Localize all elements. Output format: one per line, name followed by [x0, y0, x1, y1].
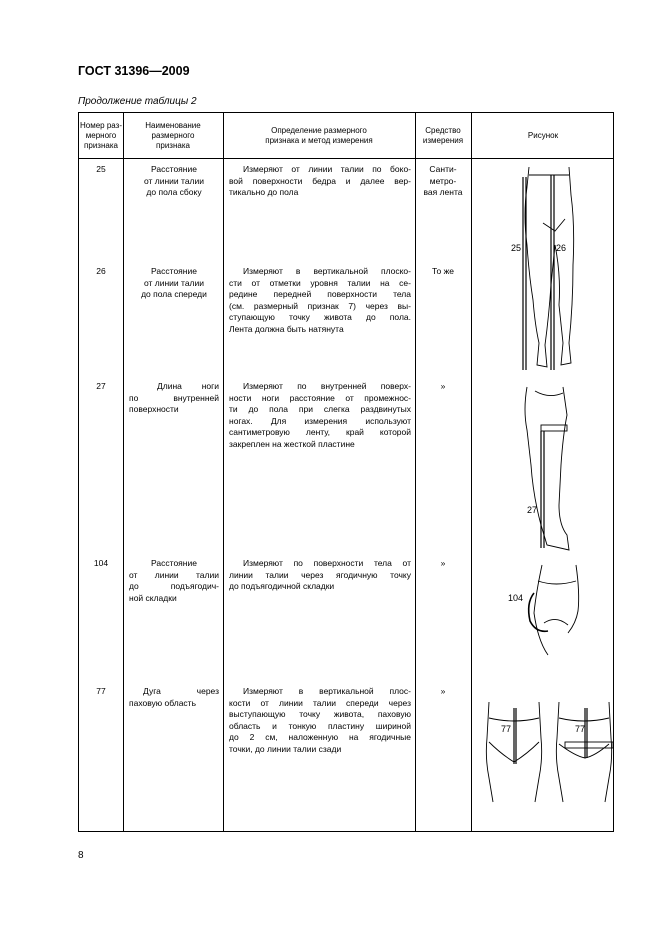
- definition-line: Измеряют по поверхности тела от: [243, 558, 411, 568]
- column-divider: [223, 113, 224, 831]
- header-text: Определение размерного: [271, 125, 367, 135]
- definition-line: ногах. Для измерения используют: [229, 415, 411, 426]
- header-text: признака: [84, 140, 118, 150]
- row-name: [129, 266, 219, 301]
- row-tool: [415, 164, 471, 199]
- header-text: Наименование: [145, 120, 201, 130]
- header-text: измерения: [422, 135, 464, 145]
- definition-line: сантиметровую ленту, край которой: [229, 427, 411, 437]
- row-definition: [229, 381, 411, 450]
- figure-hips: [504, 563, 584, 663]
- definition-line: до 2 см, наложенную на ягодичные: [229, 732, 411, 742]
- document-title: ГОСТ 31396—2009: [78, 64, 190, 78]
- measurements-table: [78, 112, 614, 832]
- row-number: 27: [96, 381, 106, 391]
- row-name: [129, 381, 219, 416]
- tool-line: То же: [431, 266, 455, 276]
- row-number: 104: [93, 558, 109, 568]
- tool-line: метро-: [429, 175, 457, 186]
- name-line: по внутренней: [129, 392, 219, 403]
- figure-leg-inner: [519, 385, 579, 555]
- row-name: [129, 164, 219, 199]
- column-divider: [123, 113, 124, 831]
- row-number: 25: [96, 164, 106, 174]
- page-number: 8: [78, 850, 84, 861]
- definition-line: Измеряют в вертикальной плос-: [243, 686, 411, 696]
- name-line: Расстояние: [151, 558, 197, 568]
- header-text: Средство: [425, 125, 461, 135]
- definition-line: область и тонкую пластину шириной: [229, 720, 411, 731]
- name-line: Расстояние: [151, 164, 197, 174]
- definition-line: редине передней поверхности тела: [229, 289, 411, 299]
- name-line: до подъягодич-: [129, 581, 219, 591]
- table-caption: Продолжение таблицы 2: [78, 96, 197, 107]
- row-definition: [229, 266, 411, 335]
- definition-line: ности ноги расстояние от промежнос-: [229, 392, 411, 403]
- definition-line: вой поверхности бедра и далее вер-: [229, 175, 411, 186]
- definition-line: линии талии через ягодичную точку: [229, 569, 411, 580]
- definition-line: закреплен на жесткой пластине: [229, 438, 355, 449]
- definition-line: сти от отметки уровня талии на се-: [229, 277, 411, 288]
- figure-label: 77: [575, 724, 586, 734]
- column-divider: [471, 113, 472, 831]
- header-number: [79, 113, 123, 158]
- row-number: 77: [96, 686, 106, 696]
- row-tool: [415, 558, 471, 570]
- row-tool: [415, 266, 471, 278]
- header-text: признака и метод измерения: [265, 135, 373, 145]
- definition-line: Измеряют по внутренней поверх-: [243, 381, 411, 391]
- column-divider: [415, 113, 416, 831]
- tool-line: »: [440, 558, 446, 568]
- name-line: Расстояние: [151, 266, 197, 276]
- row-definition: [229, 164, 411, 199]
- name-line: от линии талии: [143, 277, 205, 288]
- definition-line: тикально до пола: [229, 187, 299, 197]
- name-line: поверхности: [129, 404, 179, 414]
- header-text: Номер раз-: [80, 120, 122, 130]
- row-tool: [415, 686, 471, 698]
- header-text: размерного: [151, 130, 195, 140]
- header-divider: [79, 158, 613, 159]
- row-definition: [229, 686, 411, 755]
- figure-label: 27: [527, 505, 538, 515]
- definition-line: Измеряют от линии талии по боко-: [243, 164, 411, 174]
- row-number: 26: [96, 266, 106, 276]
- name-line: от линии талии: [143, 175, 205, 186]
- name-line: Длина ноги: [157, 381, 219, 391]
- definition-line: Измеряют в вертикальной плоско-: [243, 266, 411, 276]
- name-line: от линии талии: [129, 569, 219, 580]
- definition-line: ступающую точку живота до пола.: [229, 312, 411, 322]
- header-definition: [223, 113, 415, 158]
- definition-line: кости от линии талии спереди через: [229, 697, 411, 708]
- figure-label: 104: [508, 593, 524, 603]
- tool-line: Санти-: [429, 164, 457, 174]
- figure-label: 25: [511, 243, 522, 253]
- figure-label: 26: [556, 243, 567, 253]
- figure-crotch-arc: [479, 698, 615, 808]
- definition-line: до подъягодичной складки: [229, 581, 335, 591]
- definition-line: (см. размерный признак 7) через вы-: [229, 300, 411, 311]
- name-line: до пола сбоку: [146, 187, 202, 197]
- name-line: ной складки: [129, 592, 177, 603]
- name-line: Дуга через: [143, 686, 219, 696]
- header-text: признака: [156, 140, 190, 150]
- definition-line: выступающую точку живота, паховую: [229, 709, 411, 719]
- header-text: мерного: [85, 130, 117, 140]
- header-name: [123, 113, 223, 158]
- row-name: [129, 686, 219, 709]
- definition-line: точки, до линии талии сзади: [229, 743, 342, 754]
- tool-line: вая лента: [423, 187, 463, 197]
- figure-legs-front: [499, 165, 579, 375]
- header-tool: [415, 113, 471, 158]
- definition-line: Лента должна быть натянута: [229, 323, 344, 334]
- row-definition: [229, 558, 411, 593]
- name-line: паховую область: [129, 697, 196, 708]
- header-text: Рисунок: [527, 130, 559, 140]
- row-name: [129, 558, 219, 604]
- tool-line: »: [440, 381, 446, 391]
- figure-label: 77: [501, 724, 512, 734]
- tool-line: »: [440, 686, 446, 696]
- row-tool: [415, 381, 471, 393]
- header-figure: [471, 113, 615, 158]
- definition-line: ти до пола при слегка раздвинутых: [229, 404, 411, 414]
- name-line: до пола спереди: [141, 289, 207, 299]
